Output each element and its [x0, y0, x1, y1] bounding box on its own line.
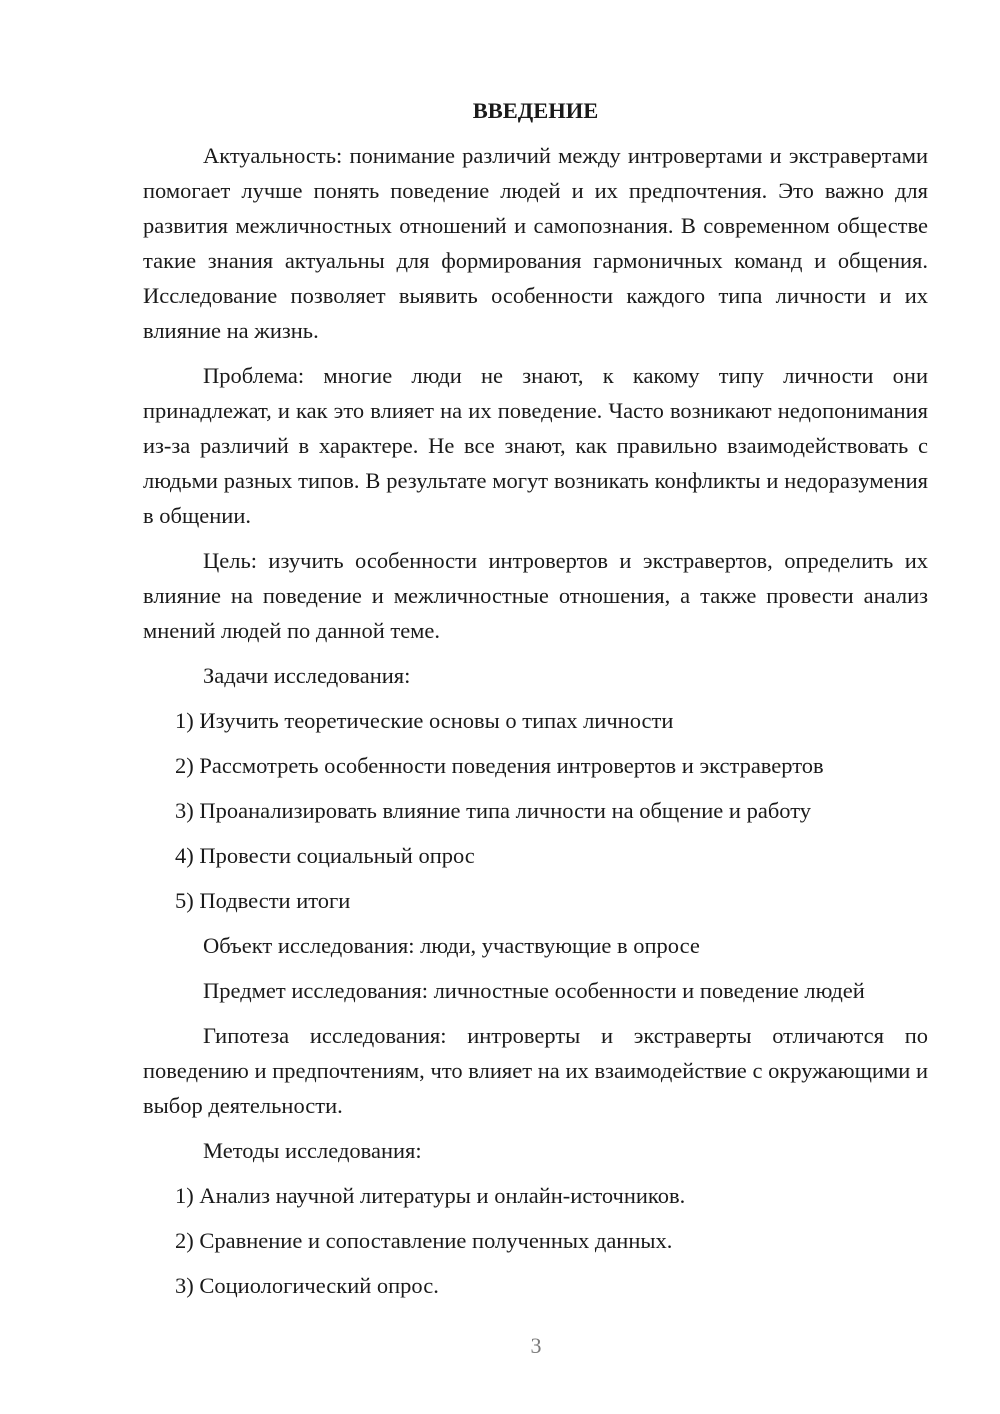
- problem-paragraph: Проблема: многие люди не знают, к какому типу личности они принадлежат, и как это влияет на их поведение. Часто возникают недопонимания из-за различий в характере. Не все знают, как правильно взаимодействовать с людьми разных типов. В результате могут возникать конфликты и недоразумения в общении.: [143, 363, 928, 528]
- task-item: 4) Провести социальный опрос: [175, 843, 475, 868]
- method-item: 2) Сравнение и сопоставление полученных данных.: [175, 1228, 673, 1253]
- object-paragraph: Объект исследования: люди, участвующие в опросе: [203, 933, 700, 958]
- task-item: 5) Подвести итоги: [175, 888, 351, 913]
- section-title: ВВЕДЕНИЕ: [472, 98, 599, 123]
- subject-paragraph: Предмет исследования: личностные особенности и поведение людей: [203, 978, 865, 1003]
- method-item: 1) Анализ научной литературы и онлайн-источников.: [175, 1183, 686, 1208]
- methods-heading: Методы исследования:: [203, 1138, 422, 1163]
- hypothesis-paragraph: Гипотеза исследования: интроверты и экстраверты отличаются по поведению и предпочтениям, что влияет на их взаимодействие с окружающими и выбор деятельности.: [143, 1023, 928, 1118]
- methods-list: [143, 1178, 928, 1303]
- task-item: 1) Изучить теоретические основы о типах личности: [175, 708, 674, 733]
- goal-paragraph: Цель: изучить особенности интровертов и экстравертов, определить их влияние на поведение и межличностные отношения, а также провести анализ мнений людей по данной теме.: [143, 548, 928, 643]
- relevance-paragraph: Актуальность: понимание различий между интровертами и экстравертами помогает лучше понять поведение людей и их предпочтения. Это важно для развития межличностных отношений и самопознания. В современном обществе такие знания актуальны для формирования гармоничных команд и общения. Исследование позволяет выявить особенности каждого типа личности и их влияние на жизнь.: [143, 143, 928, 343]
- tasks-heading: Задачи исследования:: [203, 663, 411, 688]
- task-item: 2) Рассмотреть особенности поведения интровертов и экстравертов: [175, 753, 824, 778]
- document-page: [143, 93, 928, 1313]
- method-item: 3) Социологический опрос.: [175, 1273, 439, 1298]
- tasks-list: [143, 703, 928, 918]
- page-number: 3: [530, 1333, 542, 1358]
- task-item: 3) Проанализировать влияние типа личности на общение и работу: [175, 798, 812, 823]
